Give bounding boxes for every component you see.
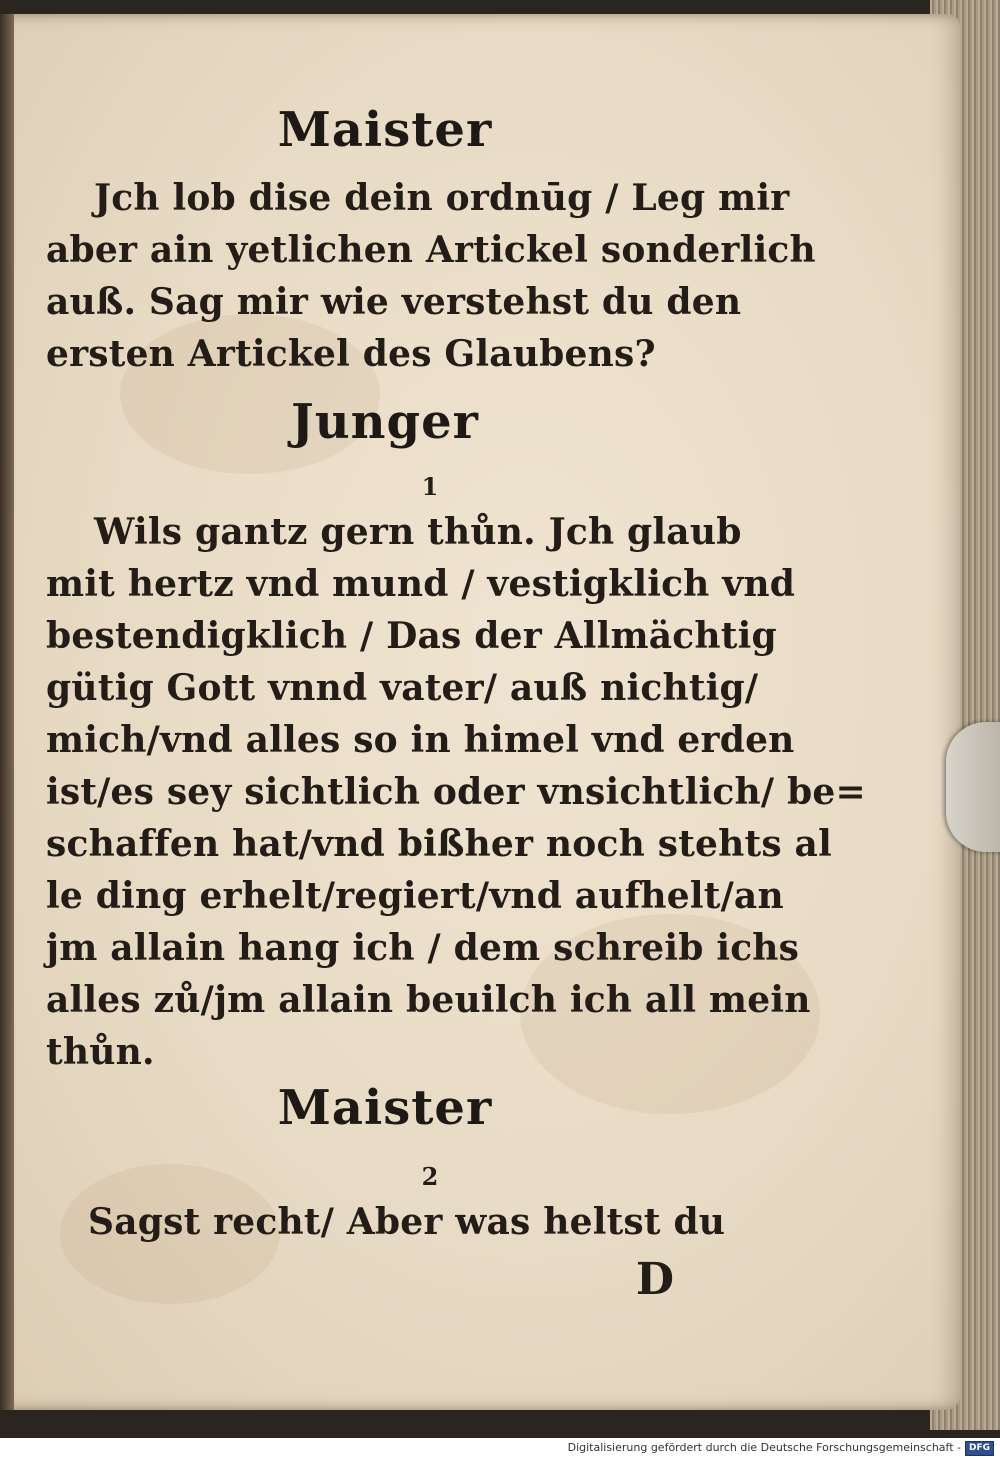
speaker-heading-junger: Junger xyxy=(291,394,479,450)
text-line: alles zů/jm allain beuilch ich all mein xyxy=(46,979,811,1021)
text-line: ist/es sey sichtlich oder vnsichtlich/ be= xyxy=(46,771,866,813)
text-line: bestendigklich / Das der Allmächtig xyxy=(46,615,777,657)
text-line: gütig Gott vnnd vater/ auß nichtig/ xyxy=(46,667,759,709)
catchword: D xyxy=(635,1254,675,1305)
text-line: auß. Sag mir wie verstehst du den xyxy=(46,281,742,323)
page-clip xyxy=(946,722,1000,852)
text-line: jm allain hang ich / dem schreib ichs xyxy=(46,927,800,969)
text-line: mit hertz vnd mund / vestigklich vnd xyxy=(46,563,796,605)
text-block xyxy=(0,14,960,1414)
speaker-heading-maister: Maister xyxy=(277,102,493,158)
text-line: Sagst recht/ Aber was heltst du xyxy=(88,1201,726,1243)
footer-bar xyxy=(0,1438,1000,1458)
text-line: aber ain yetlichen Artickel sonderlich xyxy=(46,229,816,271)
dfg-logo: DFG xyxy=(965,1441,994,1456)
section-number: 1 xyxy=(421,472,439,501)
text-line: mich/vnd alles so in himel vnd erden xyxy=(46,719,795,761)
text-line: Wils gantz gern thůn. Jch glaub xyxy=(94,511,742,553)
book-page xyxy=(0,14,960,1410)
funding-credit: Digitalisierung gefördert durch die Deutsche Forschungsgemeinschaft - xyxy=(567,1441,961,1454)
text-line: schaffen hat/vnd bißher noch stehts al xyxy=(46,823,832,865)
text-line: thůn. xyxy=(46,1031,155,1073)
text-line: le ding erhelt/regiert/vnd aufhelt/an xyxy=(46,875,784,917)
speaker-heading-maister: Maister xyxy=(277,1080,493,1136)
section-number: 2 xyxy=(421,1162,439,1191)
binding-gutter xyxy=(0,14,14,1410)
text-line: ersten Artickel des Glaubens? xyxy=(46,333,656,375)
text-line: Jch lob dise dein ordnūg / Leg mir xyxy=(94,177,790,219)
